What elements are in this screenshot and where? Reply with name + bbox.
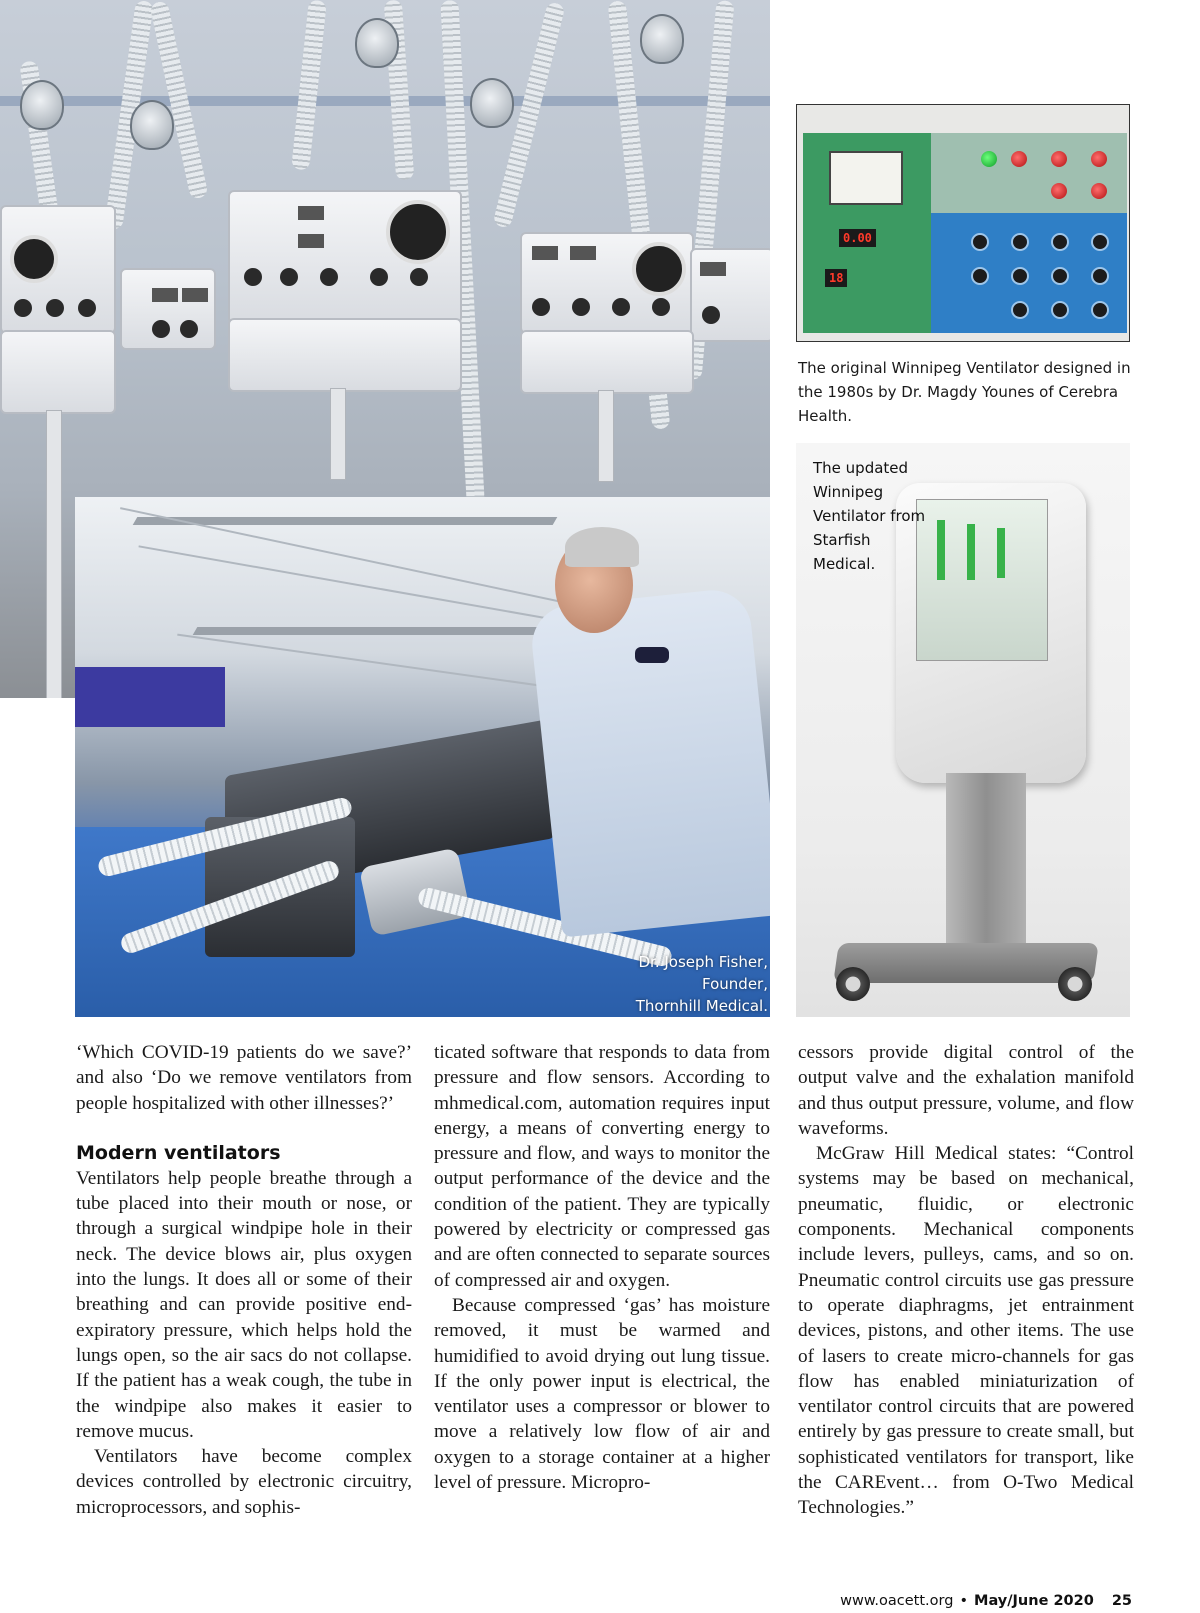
face-mask <box>130 100 174 150</box>
caption-updated-ventilator: The updated Winnipeg Ventilator from Starfish Medical. <box>813 459 926 573</box>
caption-fisher-line: Founder, <box>702 975 768 993</box>
stand-pole <box>330 388 346 480</box>
footer-separator: • <box>959 1593 969 1609</box>
paragraph: ticated software that responds to data from pressure and flow sensors. According to mhmedical.com, automation requires input energy, a means of converting energy to pressure and flow, and ways to monitor the output performance of the device and the condition of the patient. They are typically powered by electricity or compressed gas and are often connected to separate sources of compressed air and oxygen. <box>434 1042 770 1291</box>
paragraph: cessors provide digital control of the output valve and the exhalation manifold and thus output pressure, volume, and flow waveforms. <box>798 1042 1134 1139</box>
wheel <box>836 967 870 1001</box>
stand-pole <box>598 390 614 482</box>
person-shirt <box>528 586 770 937</box>
ventilator-unit <box>690 248 770 342</box>
ventilator-base <box>228 318 462 392</box>
article-column-3 <box>798 1040 1134 1521</box>
red-display: 18 <box>825 269 847 287</box>
ventilator-unit <box>120 268 216 350</box>
paragraph: Because compressed ‘gas’ has moisture removed, it must be warmed and humidified to avoid drying out lung tissue. If the only power input is electrical, the ventilator uses a compressor or blower to move a relatively low flow of air and oxygen to a storage container at a higher level of pressure. Micropro- <box>434 1294 770 1494</box>
page-footer <box>700 1593 1132 1613</box>
ventilator-base <box>0 330 116 414</box>
person-hair <box>565 527 639 567</box>
caption-original-ventilator: The original Winnipeg Ventilator designed in the 1980s by Dr. Magdy Younes of Cerebra Health. <box>798 359 1131 425</box>
stand-pole <box>46 410 62 698</box>
ventilator-unit <box>228 190 462 324</box>
face-mask <box>640 14 684 64</box>
ventilator-screen <box>916 499 1048 661</box>
original-ventilator-photo <box>796 104 1130 342</box>
wheel <box>1058 967 1092 1001</box>
fisher-lab-photo <box>75 497 770 1017</box>
storage-bin <box>75 667 225 727</box>
ventilator-unit <box>520 232 694 334</box>
ventilator-stand <box>946 773 1026 963</box>
section-heading: Modern ventilators <box>76 1141 281 1164</box>
wall-rail <box>0 96 770 106</box>
article-column-2 <box>434 1040 770 1495</box>
caption-fisher-line: Thornhill Medical. <box>635 997 768 1015</box>
green-panel-display: 0.00 <box>839 229 876 247</box>
hose <box>291 0 327 170</box>
paragraph: ‘Which COVID-19 patients do we save?’ and also ‘Do we remove ventilators from people hospitalized with other illnesses?’ <box>76 1042 412 1114</box>
face-mask <box>20 80 64 130</box>
caption-fisher <box>590 951 768 1017</box>
ventilator-unit <box>0 205 116 334</box>
analog-meter <box>829 151 903 205</box>
caption-fisher-line: Dr. Joseph Fisher, <box>638 953 768 971</box>
face-mask <box>355 18 399 68</box>
page-number: 25 <box>1111 1593 1132 1609</box>
alarm-panel <box>931 133 1127 213</box>
face-mask <box>470 78 514 128</box>
footer-issue: May/June 2020 <box>974 1593 1094 1609</box>
control-panel <box>931 213 1127 333</box>
paragraph: Ventilators have become complex devices controlled by electronic circuitry, microprocessors, and sophis- <box>76 1446 412 1518</box>
paragraph: McGraw Hill Medical states: “Control systems may be based on mechanical, pneumatic, fluidic, or electronic components. Mechanical components include levers, pulleys, cams, and so on. Pneumatic control circuits use gas pressure to operate diaphragms, jet entrainment devices, pistons, and other items. The use of lasers to create micro-channels for gas flow has enabled miniaturization of ventilator control circuits that are powered entirely by gas pressure to create small, but sophisticated ventilators for transport, like the CAREvent… from O-Two Medical Technologies.” <box>798 1143 1134 1519</box>
paragraph: Ventilators help people breathe through a tube placed into their mouth or nose, or through a surgical windpipe hole in their neck. The device blows air, plus oxygen into the lungs. It does all or some of their breathing and can provide positive end-expiratory pressure, which helps hold the lungs open, so the air sacs do not collapse. If the patient has a weak cough, the tube in the windpipe also makes it easier to remove mucus. <box>76 1167 412 1442</box>
green-panel <box>803 133 931 333</box>
footer-website: www.oacett.org <box>840 1593 954 1609</box>
ventilator-base <box>520 330 694 394</box>
article-column-1 <box>76 1040 412 1520</box>
bow-tie <box>635 647 669 663</box>
